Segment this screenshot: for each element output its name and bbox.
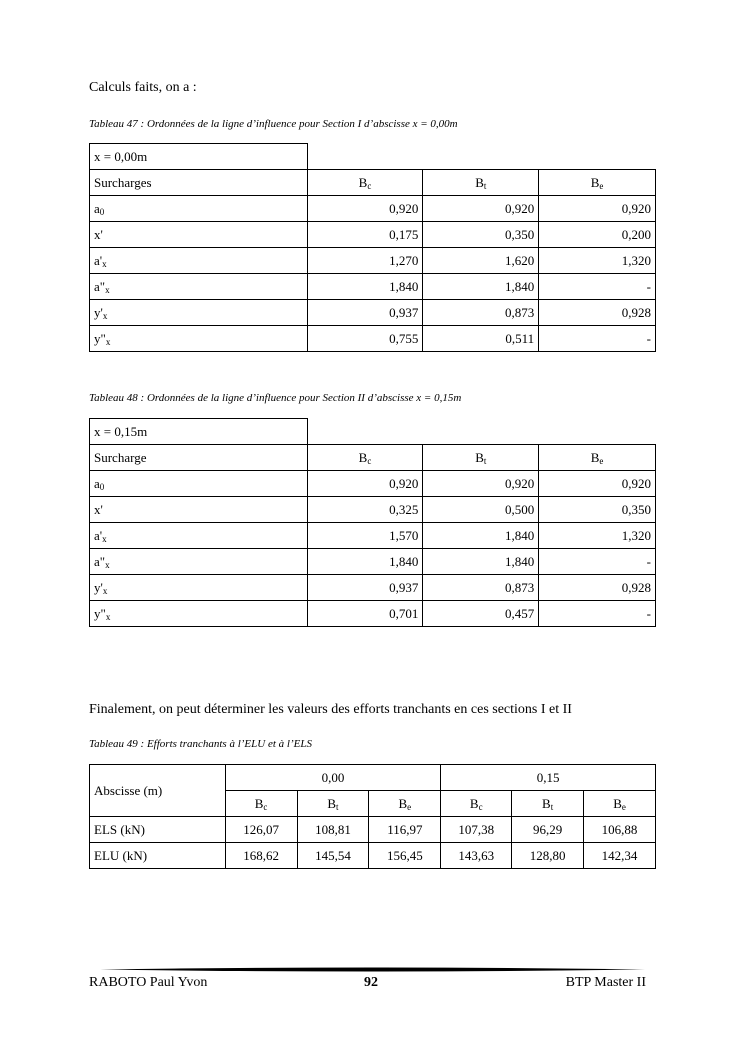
cell: 0,873 — [423, 575, 539, 601]
cell: 0,755 — [307, 326, 423, 352]
table-47-title: x = 0,00m — [90, 144, 308, 170]
cell: 1,620 — [423, 248, 539, 274]
table-47-caption: Tableau 47 : Ordonnées de la ligne d’influence pour Section I d’abscisse x = 0,00m — [89, 118, 458, 130]
table-row — [90, 843, 656, 869]
table-row — [90, 549, 656, 575]
cell: 0,920 — [539, 471, 656, 497]
col-header: $B_c$ — [441, 791, 512, 817]
cell: - — [539, 274, 656, 300]
cell: 0,920 — [423, 471, 539, 497]
intro-text: Calculs faits, on a : — [89, 80, 197, 95]
cell: - — [539, 326, 656, 352]
cell: 0,511 — [423, 326, 539, 352]
cell: 142,34 — [584, 843, 656, 869]
footer-program: BTP Master II — [565, 975, 646, 990]
table-row — [90, 274, 656, 300]
row-label: $a'_x$ — [90, 248, 308, 274]
col-header: $B_c$ — [307, 445, 423, 471]
row-label: $a'_x$ — [90, 523, 308, 549]
row-label: x' — [90, 222, 308, 248]
cell: 0,350 — [539, 497, 656, 523]
footer-divider — [100, 967, 645, 972]
cell: 0,928 — [539, 300, 656, 326]
cell: 0,873 — [423, 300, 539, 326]
table-row — [90, 471, 656, 497]
cell: 1,320 — [539, 248, 656, 274]
cell: 126,07 — [225, 817, 297, 843]
cell: 1,840 — [307, 274, 423, 300]
table-row — [90, 248, 656, 274]
cell: 0,200 — [539, 222, 656, 248]
col-header: $B_e$ — [539, 445, 656, 471]
row-label: ELU (kN) — [90, 843, 226, 869]
cell: 107,38 — [441, 817, 512, 843]
cell: 1,840 — [423, 274, 539, 300]
table-48-caption: Tableau 48 : Ordonnées de la ligne d’influence pour Section II d’abscisse x = 0,15m — [89, 392, 462, 404]
cell: 145,54 — [297, 843, 369, 869]
page-number: 92 — [364, 975, 378, 990]
cell: 0,920 — [307, 471, 423, 497]
cell: 0,500 — [423, 497, 539, 523]
footer-author: RABOTO Paul Yvon — [89, 975, 208, 990]
cell: 0,928 — [539, 575, 656, 601]
row-label: $y"_x$ — [90, 601, 308, 627]
row-label: $a"_x$ — [90, 274, 308, 300]
cell: 156,45 — [369, 843, 441, 869]
table-row — [90, 222, 656, 248]
final-text: Finalement, on peut déterminer les valeurs des efforts tranchants en ces sections I et II — [89, 702, 572, 717]
col-header: $B_t$ — [512, 791, 584, 817]
col-header: $B_t$ — [423, 170, 539, 196]
cell: 0,920 — [307, 196, 423, 222]
row-label: ELS (kN) — [90, 817, 226, 843]
col-header: $B_e$ — [369, 791, 441, 817]
row-label: $a"_x$ — [90, 549, 308, 575]
row-label: x' — [90, 497, 308, 523]
table-row — [90, 300, 656, 326]
col-header: $B_t$ — [423, 445, 539, 471]
table-row — [90, 601, 656, 627]
cell: 116,97 — [369, 817, 441, 843]
cell: 0,325 — [307, 497, 423, 523]
group-header: 0,15 — [441, 765, 656, 791]
table-49-caption: Tableau 49 : Efforts tranchants à l’ELU et à l’ELS — [89, 738, 312, 750]
cell: 0,350 — [423, 222, 539, 248]
cell: 1,840 — [307, 549, 423, 575]
row-label: $y"_x$ — [90, 326, 308, 352]
cell: 1,840 — [423, 549, 539, 575]
cell: 0,937 — [307, 300, 423, 326]
table-48-title: x = 0,15m — [90, 419, 308, 445]
row-label: $a_0$ — [90, 196, 308, 222]
table-48-header-row — [90, 445, 656, 471]
table-row — [90, 497, 656, 523]
table-48 — [89, 418, 656, 627]
row-label: $a_0$ — [90, 471, 308, 497]
table-row — [90, 326, 656, 352]
table-47-header-row — [90, 170, 656, 196]
col-header: $B_c$ — [307, 170, 423, 196]
table-row — [90, 523, 656, 549]
cell: 128,80 — [512, 843, 584, 869]
table-49 — [89, 764, 656, 869]
row-label: $y'_x$ — [90, 575, 308, 601]
cell: 168,62 — [225, 843, 297, 869]
table-row — [90, 817, 656, 843]
cell: 1,840 — [423, 523, 539, 549]
cell: 0,920 — [539, 196, 656, 222]
table-47-row-header: Surcharges — [90, 170, 308, 196]
cell: 1,320 — [539, 523, 656, 549]
cell: 0,175 — [307, 222, 423, 248]
cell: 96,29 — [512, 817, 584, 843]
cell: - — [539, 601, 656, 627]
cell: 0,937 — [307, 575, 423, 601]
col-header: $B_c$ — [225, 791, 297, 817]
cell: 0,701 — [307, 601, 423, 627]
cell: 106,88 — [584, 817, 656, 843]
cell: 0,457 — [423, 601, 539, 627]
table-row — [90, 196, 656, 222]
cell: 143,63 — [441, 843, 512, 869]
table-48-row-header: Surcharge — [90, 445, 308, 471]
cell: 1,270 — [307, 248, 423, 274]
cell: 1,570 — [307, 523, 423, 549]
table-row — [90, 575, 656, 601]
col-header: $B_t$ — [297, 791, 369, 817]
cell: 0,920 — [423, 196, 539, 222]
col-header: $B_e$ — [584, 791, 656, 817]
cell: 108,81 — [297, 817, 369, 843]
row-label: $y'_x$ — [90, 300, 308, 326]
abscisse-label: Abscisse (m) — [90, 765, 226, 817]
col-header: $B_e$ — [539, 170, 656, 196]
group-header: 0,00 — [225, 765, 441, 791]
table-47 — [89, 143, 656, 352]
cell: - — [539, 549, 656, 575]
